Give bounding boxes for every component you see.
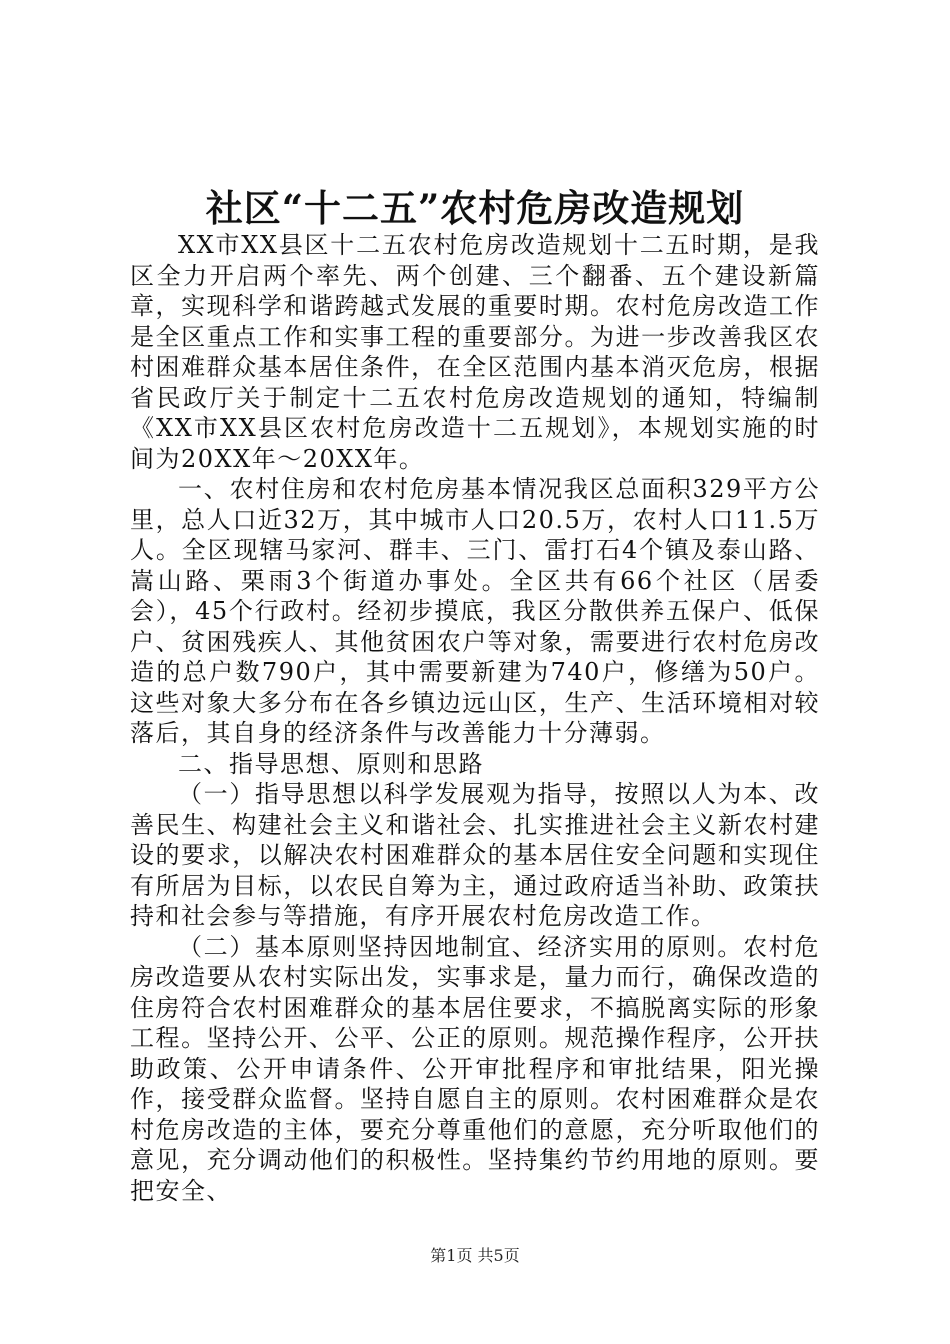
heading-section-2: 二、指导思想、原则和思路 [178, 749, 484, 778]
document-title: 社区“十二五”农村危房改造规划 [205, 186, 745, 230]
document-body [130, 230, 820, 1206]
paragraph-basic-principles: （二）基本原则坚持因地制宜、经济实用的原则。农村危房改造要从农村实际出发，实事求是，量力而行，确保改造的住房符合农村困难群众的基本居住要求，不搞脱离实际的形象工程。坚持公开、公平、公正的原则。规范操作程序，公开扶助政策、公开申请条件、公开审批程序和审批结果，阳光操作，接受群众监督。坚持自愿自主的原则。农村困难群众是农村危房改造的主体，要充分尊重他们的意愿，充分听取他们的意见，充分调动他们的积极性。坚持集约节约用地的原则。要把安全、 [130, 932, 820, 1205]
paragraph-intro: XX市XX县区十二五农村危房改造规划十二五时期，是我区全力开启两个率先、两个创建、三个翻番、五个建设新篇章，实现科学和谐跨越式发展的重要时期。农村危房改造工作是全区重点工作和实事工程的重要部分。为进一步改善我区农村困难群众基本居住条件，在全区范围内基本消灭危房，根据省民政厅关于制定十二五农村危房改造规划的通知，特编制《XX市XX县区农村危房改造十二五规划》，本规划实施的时间为20XX年～20XX年。 [130, 231, 820, 473]
paragraph-guiding-ideology: （一）指导思想以科学发展观为指导，按照以人为本、改善民生、构建社会主义和谐社会、扎实推进社会主义新农村建设的要求，以解决农村困难群众的基本居住安全问题和实现住有所居为目标，以农民自筹为主，通过政府适当补助、政策扶持和社会参与等措施，有序开展农村危房改造工作。 [130, 780, 820, 930]
page-footer: 第1页 共5页 [430, 1246, 520, 1265]
paragraph-section-1: 一、农村住房和农村危房基本情况我区总面积329平方公里，总人口近32万，其中城市人口20.5万，农村人口11.5万人。全区现辖马家河、群丰、三门、雷打石4个镇及泰山路、嵩山路、栗雨3个街道办事处。全区共有66个社区（居委会），45个行政村。经初步摸底，我区分散供养五保户、低保户、贫困残疾人、其他贫困农户等对象，需要进行农村危房改造的总户数790户，其中需要新建为740户，修缮为50户。这些对象大多分布在各乡镇边远山区，生产、生活环境相对较落后，其自身的经济条件与改善能力十分薄弱。 [130, 475, 820, 747]
